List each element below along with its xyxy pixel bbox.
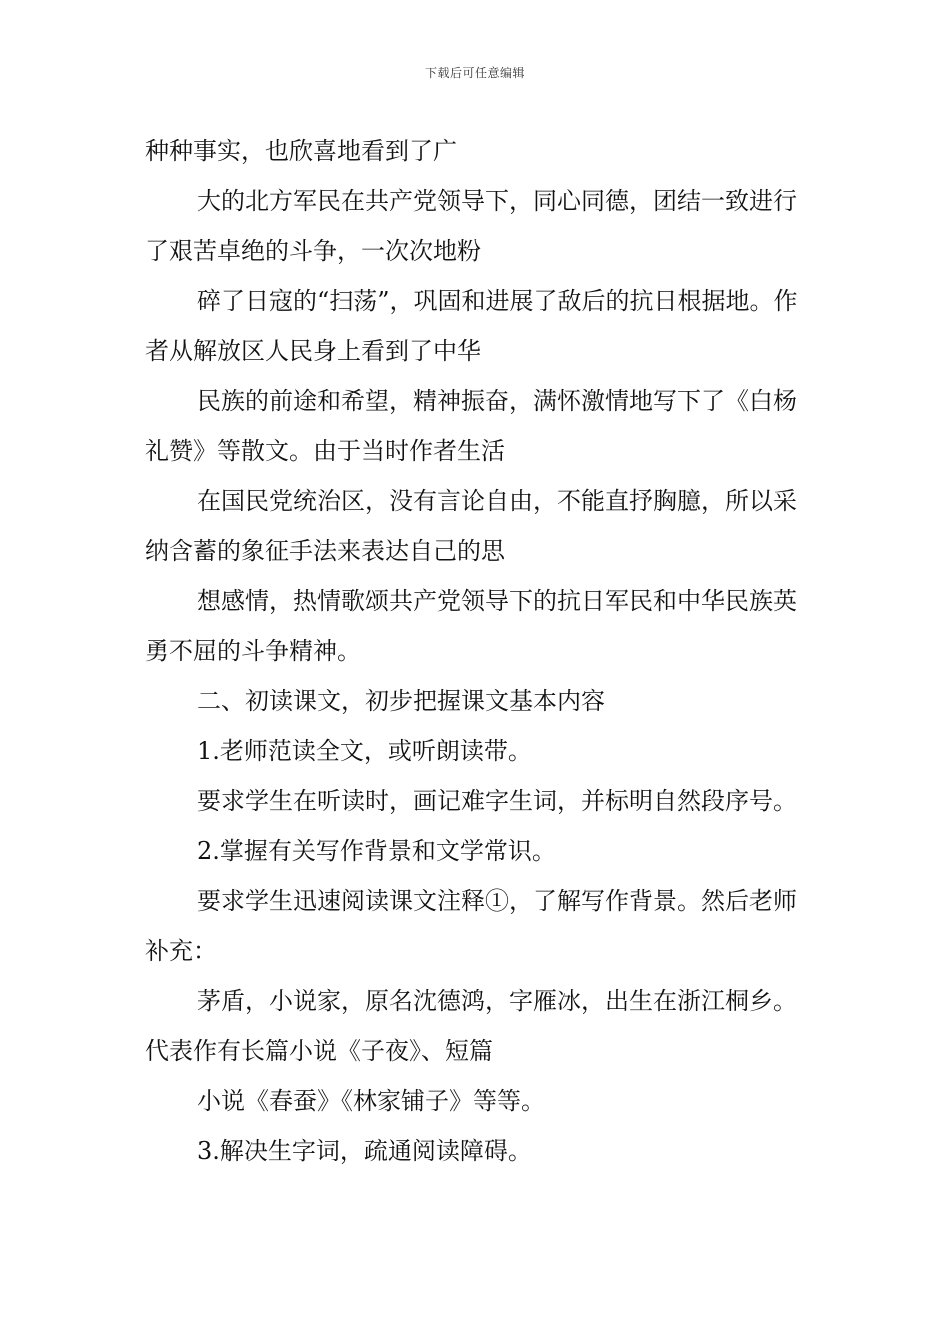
page-header: 下载后可任意编辑: [424, 66, 525, 80]
numbered-item: 2.掌握有关写作背景和文学常识。: [197, 837, 556, 865]
paragraph: 在国民党统治区，没有言论自由，不能直抒胸臆，所以采纳含蓄的象征手法来表达自己的思: [145, 487, 797, 565]
paragraph: 茅盾，小说家，原名沈德鸿，字雁冰，出生在浙江桐乡。代表作有长篇小说《子夜》、短篇: [145, 987, 797, 1065]
section-heading: 二、初读课文，初步把握课文基本内容: [197, 687, 605, 715]
paragraph: 要求学生迅速阅读课文注释①，了解写作背景。然后老师补充：: [145, 887, 797, 965]
paragraph: 种种事实，也欣喜地看到了广: [145, 137, 457, 165]
numbered-item: 3.解决生字词，疏通阅读障碍。: [197, 1137, 532, 1165]
paragraph: 民族的前途和希望，精神振奋，满怀激情地写下了《白杨礼赞》等散文。由于当时作者生活: [145, 387, 797, 465]
paragraph: 想感情，热情歌颂共产党领导下的抗日军民和中华民族英勇不屈的斗争精神。: [145, 587, 797, 665]
numbered-item: 1.老师范读全文，或听朗读带。: [197, 737, 532, 765]
paragraph: 碎了日寇的“扫荡”，巩固和进展了敌后的抗日根据地。作者从解放区人民身上看到了中华: [145, 287, 798, 365]
paragraph: 小说《春蚕》《林家铺子》等等。: [197, 1087, 545, 1115]
paragraph: 大的北方军民在共产党领导下，同心同德，团结一致进行了艰苦卓绝的斗争，一次次地粉: [145, 187, 797, 265]
document-body: [145, 126, 810, 1176]
paragraph: 要求学生在听读时，画记难字生词，并标明自然段序号。: [197, 787, 797, 815]
